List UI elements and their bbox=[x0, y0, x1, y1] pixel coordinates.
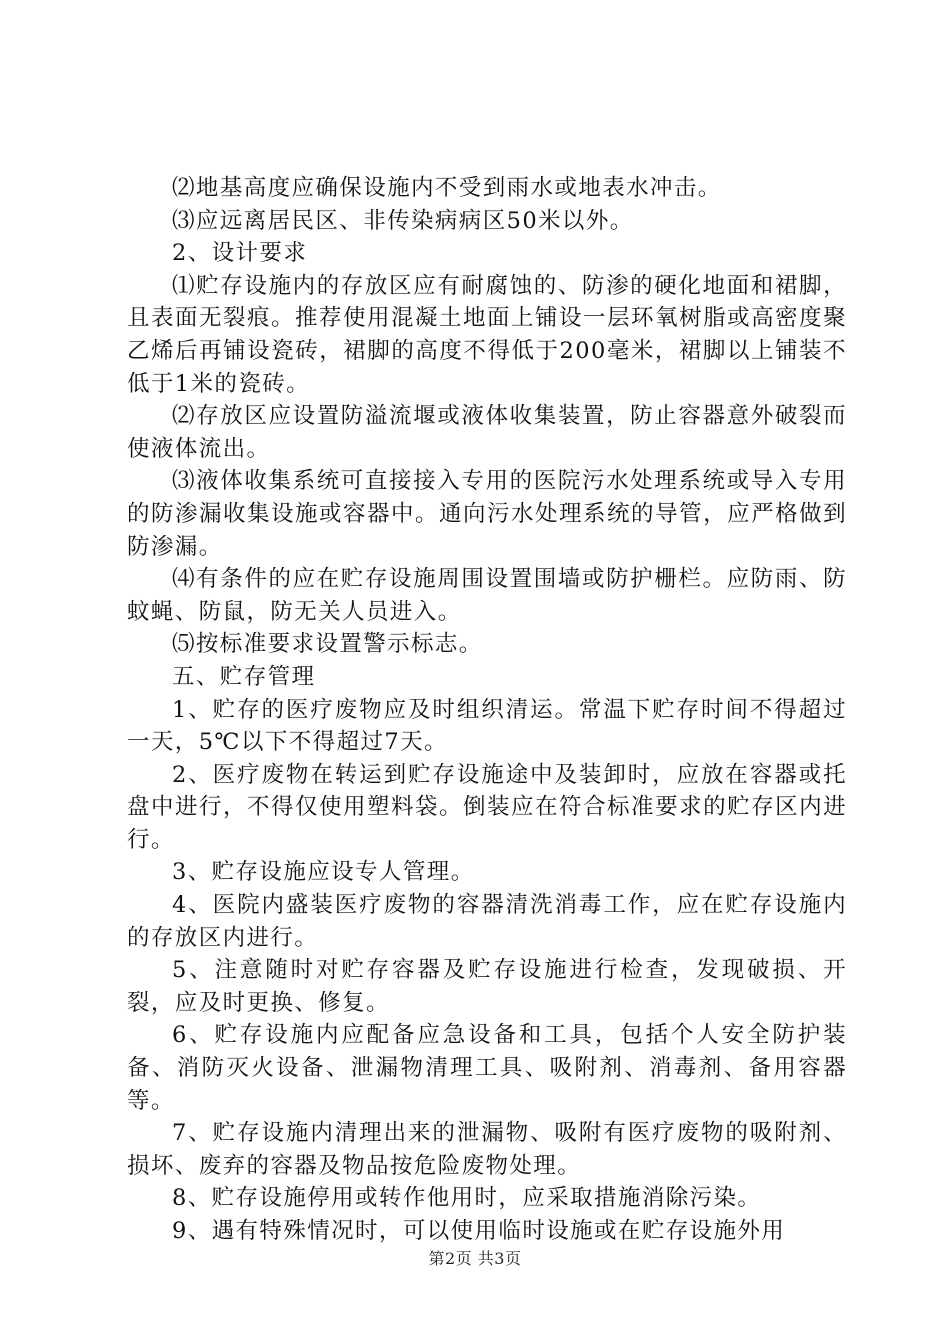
paragraph: 5、注意随时对贮存容器及贮存设施进行检查，发现破损、开裂，应及时更换、修复。 bbox=[127, 957, 847, 1016]
paragraph: 2、医疗废物在转运到贮存设施途中及装卸时，应放在容器或托盘中进行，不得仅使用塑料袋。倒装应在符合标准要求的贮存区内进行。 bbox=[127, 761, 847, 853]
paragraph: ⑸按标准要求设置警示标志。 bbox=[172, 631, 483, 658]
section-heading: 五、贮存管理 bbox=[172, 663, 316, 690]
paragraph: 6、贮存设施内应配备应急设备和工具，包括个人安全防护装备、消防灭火设备、泄漏物清理工具、吸附剂、消毒剂、备用容器等。 bbox=[127, 1022, 847, 1114]
paragraph: ⑷有条件的应在贮存设施周围设置围墙或防护栅栏。应防雨、防蚊蝇、防鼠，防无关人员进入。 bbox=[127, 566, 847, 625]
paragraph: 4、医院内盛装医疗废物的容器清洗消毒工作，应在贮存设施内的存放区内进行。 bbox=[127, 892, 847, 951]
paragraph: ⑶液体收集系统可直接接入专用的医院污水处理系统或导入专用的防渗漏收集设施或容器中。通向污水处理系统的导管，应严格做到防渗漏。 bbox=[127, 468, 847, 560]
paragraph: 9、遇有特殊情况时，可以使用临时设施或在贮存设施外用 bbox=[172, 1218, 786, 1244]
section-heading: 2、设计要求 bbox=[172, 240, 308, 267]
paragraph: ⑵存放区应设置防溢流堰或液体收集装置，防止容器意外破裂而使液体流出。 bbox=[127, 403, 847, 462]
paragraph: ⑵地基高度应确保设施内不受到雨水或地表水冲击。 bbox=[172, 175, 722, 201]
paragraph: ⑶应远离居民区、非传染病病区50米以外。 bbox=[172, 207, 634, 234]
page-footer: 第2页 共3页 bbox=[428, 1249, 522, 1268]
paragraph: 3、贮存设施应设专人管理。 bbox=[172, 859, 475, 886]
paragraph: ⑴贮存设施内的存放区应有耐腐蚀的、防渗的硬化地面和裙脚，且表面无裂痕。推荐使用混凝土地面上铺设一层环氧树脂或高密度聚乙烯后再铺设瓷砖，裙脚的高度不得低于200毫米，裙脚以上铺装不低于1米的瓷砖。 bbox=[127, 272, 847, 397]
document-body bbox=[127, 172, 847, 1248]
paragraph: 1、贮存的医疗废物应及时组织清运。常温下贮存时间不得超过一天，5℃以下不得超过7天。 bbox=[127, 696, 847, 756]
paragraph: 7、贮存设施内清理出来的泄漏物、吸附有医疗废物的吸附剂、损坏、废弃的容器及物品按危险废物处理。 bbox=[127, 1120, 847, 1179]
paragraph: 8、贮存设施停用或转作他用时，应采取措施消除污染。 bbox=[172, 1185, 762, 1212]
